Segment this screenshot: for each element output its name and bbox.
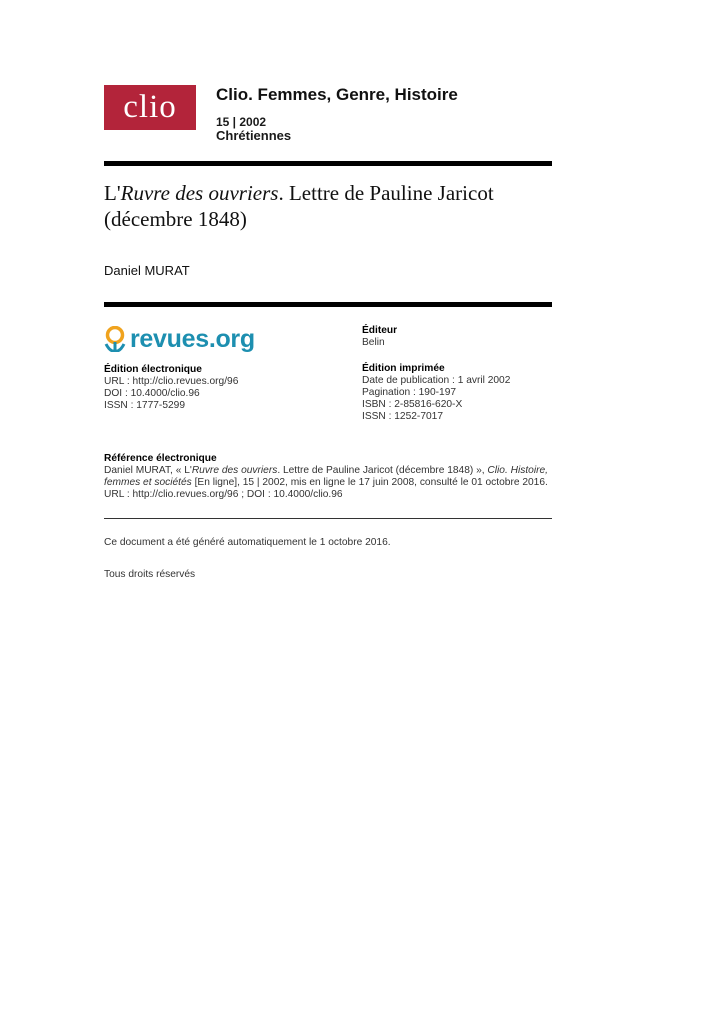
- revues-logo: [104, 325, 255, 353]
- article-author: Daniel MURAT: [104, 263, 190, 278]
- editor-block: [362, 325, 397, 349]
- print-issn: ISSN : 1252-7017: [362, 411, 443, 422]
- clio-logo: clio: [104, 85, 196, 130]
- electronic-issn: ISSN : 1777-5299: [104, 400, 185, 411]
- print-date: Date de publication : 1 avril 2002: [362, 375, 511, 386]
- rights-note: Tous droits réservés: [104, 569, 196, 580]
- electronic-edition-block: [104, 364, 238, 412]
- editor-line: Belin: [362, 337, 385, 348]
- reference-url[interactable]: URL : http://clio.revues.org/96 ; DOI : 10.4000/clio.96: [104, 489, 343, 500]
- reference-heading: Référence électronique: [104, 453, 217, 464]
- generated-note: Ce document a été généré automatiquement le 1 octobre 2016.: [104, 537, 391, 548]
- reference-text: Daniel MURAT, « L'Ruvre des ouvriers. Lettre de Pauline Jaricot (décembre 1848) », Clio. Histoire, femmes et sociétés [En ligne], 15 | 2002, mis en ligne le 17 juin 2008, consulté le 01 octobre 2016.: [104, 465, 548, 488]
- issue-number: 15 | 2002: [216, 115, 267, 129]
- print-isbn: ISBN : 2-85816-620-X: [362, 399, 463, 410]
- print-edition-heading: Édition imprimée: [362, 363, 445, 374]
- article-title: L'Ruvre des ouvriers. Lettre de Pauline Jaricot (décembre 1848): [104, 181, 494, 231]
- electronic-reference-block: [104, 453, 552, 501]
- journal-title: Clio. Femmes, Genre, Histoire: [216, 85, 458, 104]
- electronic-doi[interactable]: DOI : 10.4000/clio.96: [104, 388, 200, 399]
- print-edition-block: [362, 363, 510, 423]
- electronic-url[interactable]: URL : http://clio.revues.org/96: [104, 376, 239, 387]
- revues-leaf-icon: [104, 326, 126, 352]
- editor-heading: Éditeur: [362, 325, 398, 336]
- middle-divider: [104, 302, 552, 307]
- electronic-edition-heading: Édition électronique: [104, 364, 202, 375]
- bottom-divider: [104, 518, 552, 519]
- issue-theme: Chrétiennes: [216, 128, 292, 143]
- print-pagination: Pagination : 190-197: [362, 387, 457, 398]
- top-divider: [104, 161, 552, 166]
- revues-logo-text: revues.org: [130, 324, 255, 353]
